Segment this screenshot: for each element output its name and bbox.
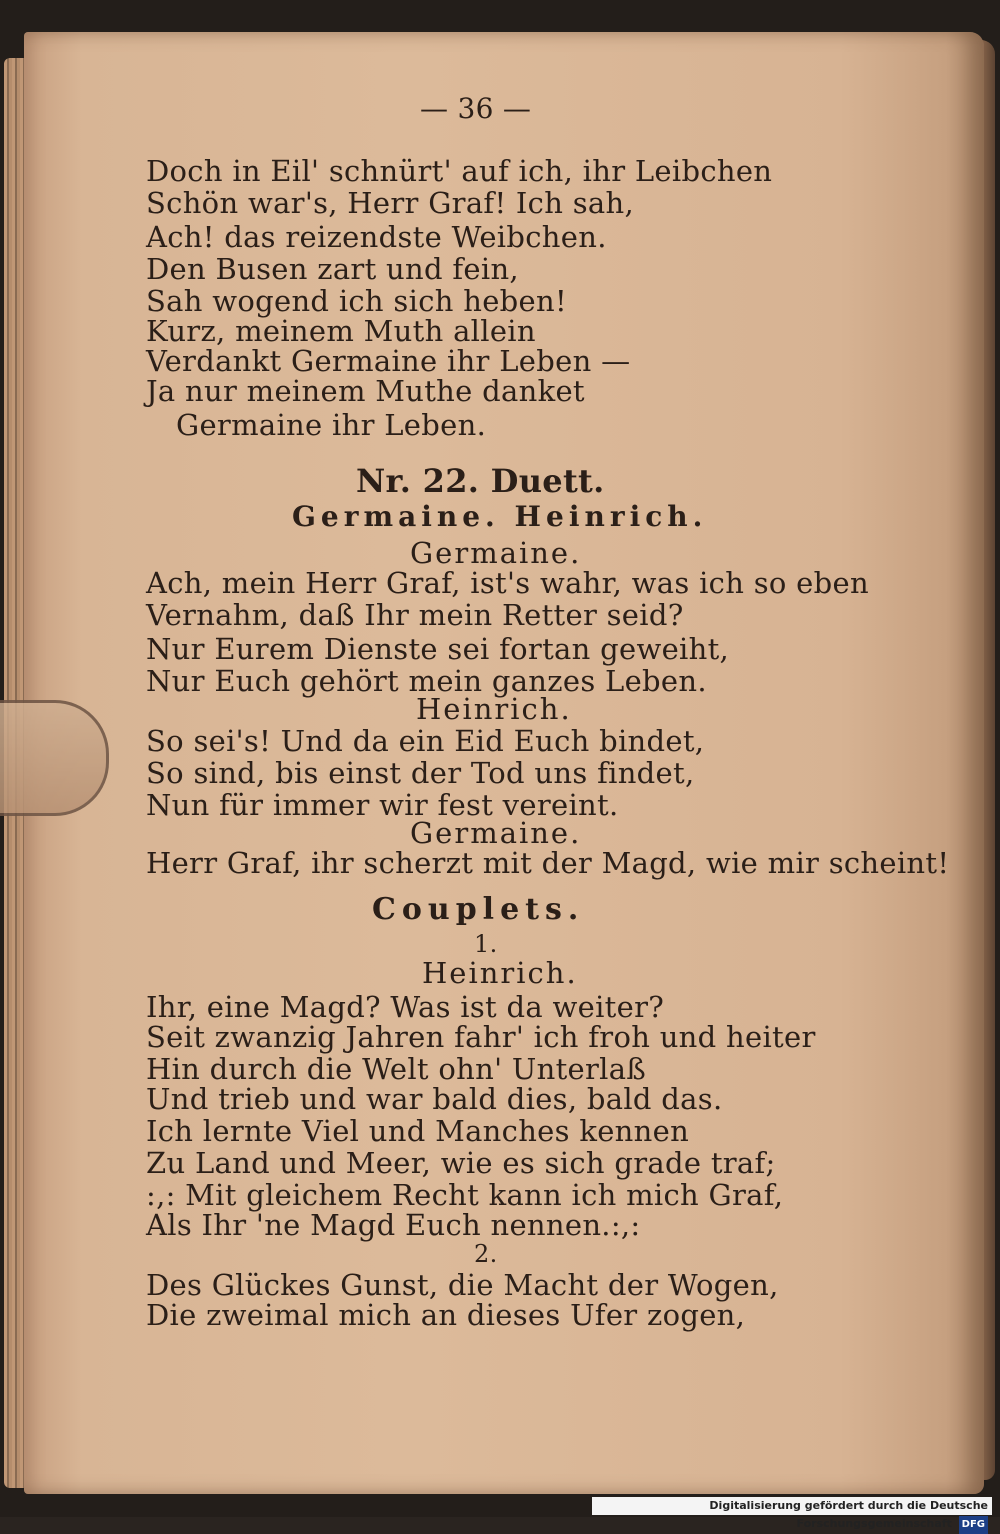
verse-line: :,: Mit gleichem Recht kann ich mich Graf, <box>146 1178 784 1212</box>
roles-heading: Germaine. Heinrich. <box>292 500 708 533</box>
verse-line: Die zweimal mich an dieses Ufer zogen, <box>146 1298 746 1332</box>
verse-line: Sah wogend ich sich heben! <box>146 284 567 318</box>
verse-line: Schön war's, Herr Graf! Ich sah, <box>146 186 634 220</box>
verse-number: 2. <box>474 1240 498 1268</box>
verse-line: Seit zwanzig Jahren fahr' ich froh und heiter <box>146 1020 816 1054</box>
verse-line: Nur Euch gehört mein ganzes Leben. <box>146 664 707 698</box>
speaker-label: Germaine. <box>410 536 582 570</box>
verse-line: Ach, mein Herr Graf, ist's wahr, was ich so eben <box>146 566 869 600</box>
verse-line: Verdankt Germaine ihr Leben — <box>146 344 631 378</box>
verse-line: Hin durch die Welt ohn' Unterlaß <box>146 1052 647 1086</box>
credit-text: Digitalisierung gefördert durch die Deutsche Forschungsgemeinschaft <box>709 1499 988 1530</box>
section-title: Nr. 22. Duett. <box>356 462 605 500</box>
verse-line: Des Glückes Gunst, die Macht der Wogen, <box>146 1268 779 1302</box>
verse-line: Den Busen zart und fein, <box>146 252 519 286</box>
verse-number: 1. <box>474 930 498 958</box>
verse-line: Germaine ihr Leben. <box>176 408 487 442</box>
verse-line: Und trieb und war bald dies, bald das. <box>146 1082 723 1116</box>
funding-credit <box>592 1497 992 1530</box>
verse-line: So sei's! Und da ein Eid Euch bindet, <box>146 724 705 758</box>
verse-line: Ach! das reizendste Weibchen. <box>146 220 607 254</box>
verse-line: Als Ihr 'ne Magd Euch nennen.:,: <box>146 1208 641 1242</box>
verse-line: Nun für immer wir fest vereint. <box>146 788 619 822</box>
dfg-logo: DFG <box>959 1516 988 1534</box>
verse-line: Ja nur meinem Muthe danket <box>146 374 585 408</box>
verse-line: Herr Graf, ihr scherzt mit der Magd, wie mir scheint! <box>146 846 950 880</box>
verse-line: Kurz, meinem Muth allein <box>146 314 536 348</box>
verse-line: So sind, bis einst der Tod uns findet, <box>146 756 695 790</box>
verse-line: Zu Land und Meer, wie es sich grade traf; <box>146 1146 776 1180</box>
verse-line: Ich lernte Viel und Manches kennen <box>146 1114 690 1148</box>
book-clip <box>0 700 109 816</box>
verse-line: Vernahm, daß Ihr mein Retter seid? <box>146 598 684 632</box>
verse-line: Doch in Eil' schnürt' auf ich, ihr Leibchen <box>146 154 773 188</box>
couplets-title: Couplets. <box>372 892 585 927</box>
speaker-label: Heinrich. <box>416 692 572 726</box>
speaker-label: Heinrich. <box>422 956 578 990</box>
speaker-label: Germaine. <box>410 816 582 850</box>
page-number: — 36 — <box>420 92 532 125</box>
verse-line: Nur Eurem Dienste sei fortan geweiht, <box>146 632 730 666</box>
verse-line: Ihr, eine Magd? Was ist da weiter? <box>146 990 665 1024</box>
